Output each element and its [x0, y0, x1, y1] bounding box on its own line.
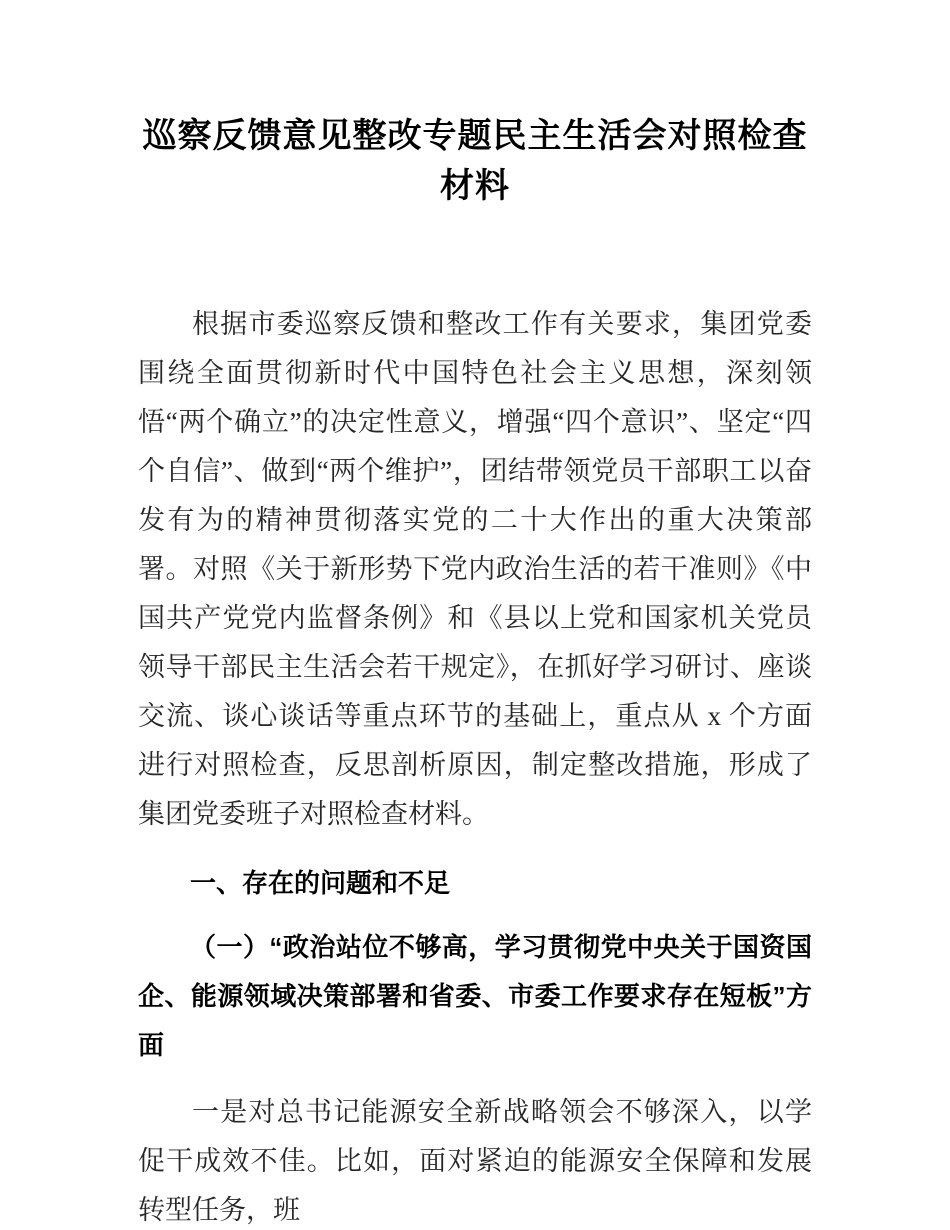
subsection-1-1-heading: （一）“政治站位不够高，学习贯彻党中央关于国资国企、能源领域决策部署和省委、市委工作要求存在短板”方面 — [138, 932, 812, 1060]
document-title-line2: 材料 — [440, 168, 510, 205]
section-1-heading: 一、存在的问题和不足 — [190, 868, 451, 898]
subsection-1-1-paragraph: 一是对总书记能源安全新战略领会不够深入，以学促干成效不佳。比如，面对紧迫的能源安全保障和发展转型任务，班 — [138, 1097, 812, 1225]
document-title-line1: 巡察反馈意见整改专题民主生活会对照检查 — [142, 118, 808, 155]
intro-paragraph: 根据市委巡察反馈和整改工作有关要求，集团党委围绕全面贯彻新时代中国特色社会主义思想，深刻领悟“两个确立”的决定性意义，增强“四个意识”、坚定“四个自信”、做到“两个维护”，团结带领党员干部职工以奋发有为的精神贯彻落实党的二十大作出的重大决策部署。对照《关于新形势下党内政治生活的若干准则》《中国共产党党内监督条例》和《县以上党和国家机关党员领导干部民主生活会若干规定》，在抓好学习研讨、座谈交流、谈心谈话等重点环节的基础上，重点从 x 个方面进行对照检查，反思剖析原因，制定整改措施，形成了集团党委班子对照检查材料。 — [138, 309, 812, 829]
document-title — [138, 112, 812, 212]
